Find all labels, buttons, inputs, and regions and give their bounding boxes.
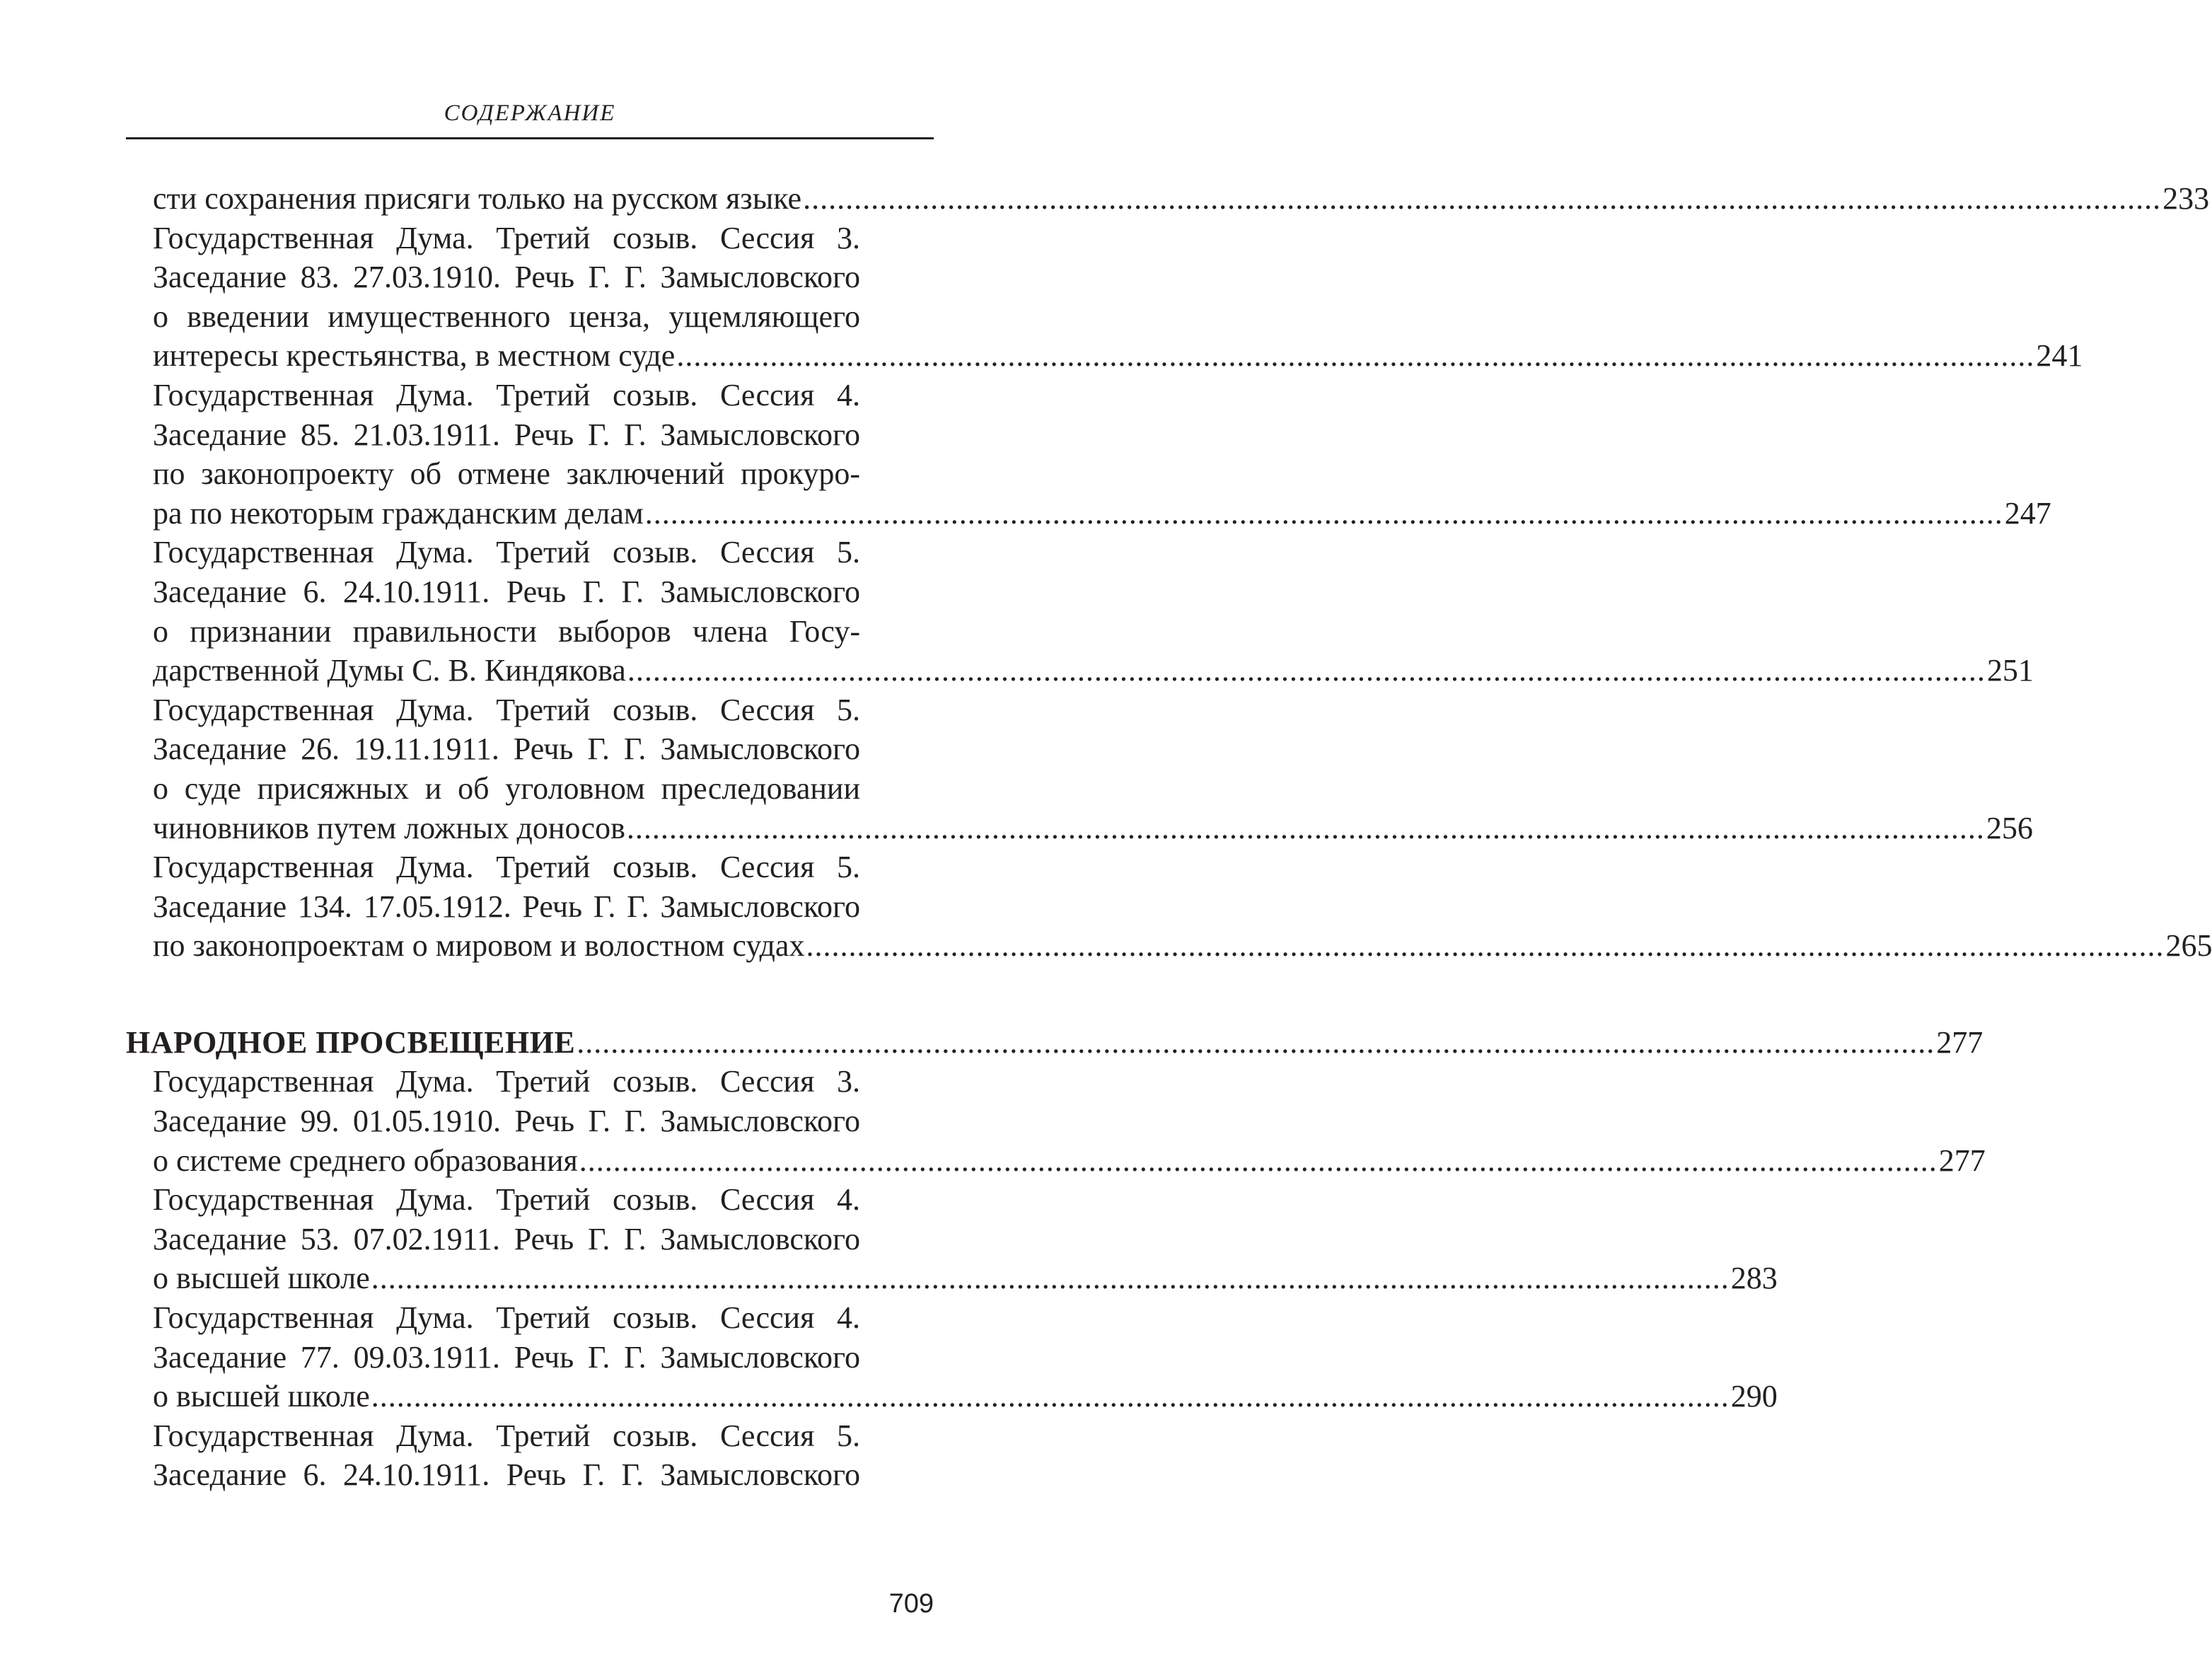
page-number: 709 xyxy=(888,1589,934,1619)
toc-page-number: 251 xyxy=(1986,653,2034,688)
toc-line: Заседание 77. 09.03.1911. Речь Г. Г. Замысловского xyxy=(153,1339,860,1375)
toc-page-number: 290 xyxy=(1730,1379,1778,1414)
dot-leader: ................................................................................................................................................................ xyxy=(803,181,2162,216)
section-page-number: 277 xyxy=(1936,1024,1984,1060)
toc-line: Государственная Дума. Третий созыв. Сессия 5. xyxy=(153,692,860,727)
toc-entry-text: о высшей школе xyxy=(153,1379,370,1414)
toc-line: Государственная Дума. Третий созыв. Сессия 3. xyxy=(153,220,860,255)
section-title: НАРОДНОЕ ПРОСВЕЩЕНИЕ xyxy=(126,1024,576,1060)
toc-line: Государственная Дума. Третий созыв. Сессия 4. xyxy=(153,377,860,412)
toc-block-court xyxy=(0,179,2212,966)
toc-page-number: 265 xyxy=(2165,928,2212,964)
dot-leader: ................................................................................................................................................................ xyxy=(579,1143,1938,1178)
toc-entry-text: интересы крестьянства, в местном суде xyxy=(153,338,676,374)
toc-line[interactable] xyxy=(153,809,2033,848)
toc-entry-text: чиновников путем ложных доносов xyxy=(153,810,625,845)
toc-line[interactable] xyxy=(153,1141,1986,1181)
toc-line[interactable] xyxy=(153,651,2034,690)
toc-block-education xyxy=(0,1062,1986,1495)
toc-page-number: 247 xyxy=(2004,495,2051,531)
toc-entry-text: о высшей школе xyxy=(153,1261,370,1296)
dot-leader: ................................................................................................................................................................ xyxy=(644,495,2003,531)
toc-line: Заседание 134. 17.05.1912. Речь Г. Г. Замысловского xyxy=(153,889,860,924)
toc-section-heading[interactable] xyxy=(126,1023,1984,1063)
toc-line: Заседание 99. 01.05.1910. Речь Г. Г. Замысловского xyxy=(153,1104,860,1139)
toc-line: Заседание 6. 24.10.1911. Речь Г. Г. Замысловского xyxy=(153,1457,860,1493)
toc-entry-text: сти сохранения присяги только на русском языке xyxy=(153,181,802,216)
toc-page-number: 256 xyxy=(1986,810,2033,845)
header-rule xyxy=(126,137,934,139)
toc-page-number: 283 xyxy=(1730,1261,1778,1296)
toc-line: Государственная Дума. Третий созыв. Сессия 3. xyxy=(153,1064,860,1099)
toc-page-number: 241 xyxy=(2036,338,2083,374)
toc-line[interactable] xyxy=(153,179,2210,219)
dot-leader: ................................................................................................................................................................ xyxy=(371,1379,1730,1414)
toc-line: Государственная Дума. Третий созыв. Сессия 4. xyxy=(153,1182,860,1218)
toc-line: Заседание 6. 24.10.1911. Речь Г. Г. Замысловского xyxy=(153,574,860,609)
toc-line: Заседание 26. 19.11.1911. Речь Г. Г. Замысловского xyxy=(153,732,860,767)
toc-entry-text: о системе среднего образования xyxy=(153,1143,578,1178)
toc-line: о признании правильности выборов члена Госу- xyxy=(153,613,860,649)
dot-leader: ................................................................................................................................................................ xyxy=(627,653,1986,688)
section-gap xyxy=(0,966,1044,1023)
toc-line: Государственная Дума. Третий созыв. Сессия 5. xyxy=(153,850,860,885)
dot-leader: ................................................................................................................................................................ xyxy=(806,928,2165,964)
toc-entries xyxy=(0,179,2212,1495)
toc-line[interactable] xyxy=(153,1259,1778,1298)
toc-line: по законопроекту об отмене заключений прокуро- xyxy=(153,456,860,492)
toc-line[interactable] xyxy=(153,336,2083,376)
toc-entry-text: дарственной Думы С. В. Киндякова xyxy=(153,653,626,688)
toc-line: Заседание 53. 07.02.1911. Речь Г. Г. Замысловского xyxy=(153,1221,860,1256)
toc-line: Государственная Дума. Третий созыв. Сессия 5. xyxy=(153,1418,860,1453)
dot-leader: ................................................................................................................................................................ xyxy=(371,1261,1730,1296)
dot-leader: ................................................................................................................................................................ xyxy=(676,338,2035,374)
toc-line[interactable] xyxy=(153,1377,1778,1416)
toc-line: Заседание 83. 27.03.1910. Речь Г. Г. Замысловского xyxy=(153,260,860,295)
toc-line: Заседание 85. 21.03.1911. Речь Г. Г. Замысловского xyxy=(153,417,860,452)
toc-line: Государственная Дума. Третий созыв. Сессия 5. xyxy=(153,535,860,570)
toc-page-number: 277 xyxy=(1938,1143,1986,1178)
toc-line[interactable] xyxy=(153,494,2051,533)
toc-page-number: 233 xyxy=(2162,181,2210,216)
running-head: СОДЕРЖАНИЕ xyxy=(444,100,616,126)
toc-line: о введении имущественного ценза, ущемляющего xyxy=(153,299,860,334)
toc-entry-text: ра по некоторым гражданским делам xyxy=(153,495,644,531)
toc-line: о суде присяжных и об уголовном преследовании xyxy=(153,770,860,806)
toc-entry-text: по законопроектам о мировом и волостном судах xyxy=(153,928,805,964)
dot-leader: ................................................................................................................................................................ xyxy=(626,810,1985,845)
toc-line[interactable] xyxy=(153,926,2212,966)
toc-line: Государственная Дума. Третий созыв. Сессия 4. xyxy=(153,1300,860,1336)
dot-leader: ................................................................................................................................................................ xyxy=(577,1024,1935,1060)
